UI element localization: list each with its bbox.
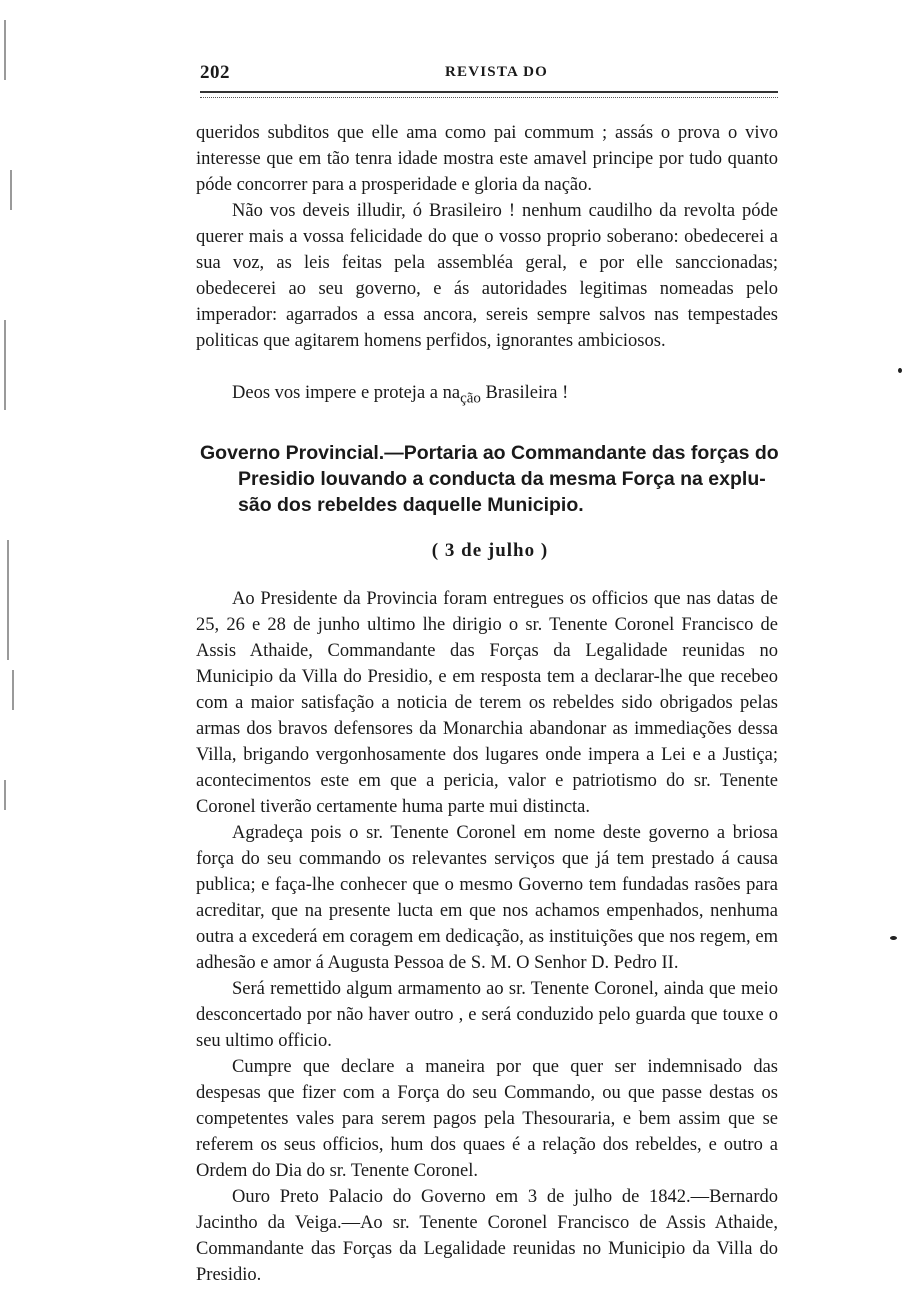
page-number: 202 [200, 62, 230, 83]
heading-line-3: são dos rebeldes daquelle Municipio. [238, 494, 584, 516]
body-paragraph-2: Agradeça pois o sr. Tenente Coronel em nome deste governo a briosa força do seu commando os relevantes serviços que já tem prestado á causa publica; e faça-lhe conhecer que o mesmo Governo tem fundadas rasões para acreditar, que na presente lucta em que nos achamos empenhados, nenhuma outra a excederá em coragem em dedicação, as instituições que nos regem, em adhesão e amor á Augusta Pessoa de S. M. O Senhor D. Pedro II. [196, 823, 778, 973]
closing-prefix: Deos vos impere e proteja a na [232, 383, 461, 403]
closing-suffix: Brasileira ! [480, 383, 569, 403]
body-paragraph-4: Cumpre que declare a maneira por que quer ser indemnisado das despesas que fizer com a Força do seu Commando, ou que passe destas os competentes vales para serem pagos pela Thesouraria, e bem assim que se referem os seus officios, hum dos quaes é a relação dos rebeldes, e outro a Ordem do Dia do sr. Tenente Coronel. [196, 1057, 778, 1181]
body-paragraph-1: Ao Presidente da Provincia foram entregues os officios que nas datas de 25, 26 e 28 de junho ultimo lhe dirigio o sr. Tenente Coronel Francisco de Assis Athaide, Commandante das Forças da Legalidade reunidas no Municipio da Villa do Presidio, e em resposta tem a declarar-lhe que recebeo com a maior satisfação a noticia de terem os rebeldes sido obrigados pelas armas dos bravos defensores da Monarchia abandonar as immediações dessa Villa, brigando vergonhosamente dos lugares onde impera a Lei e a Justiça; acontecimentos este em que a pericia, valor e patriotismo do sr. Tenente Coronel tiverão certamente huma parte mui distincta. [196, 589, 778, 817]
intro-paragraph-2: Não vos deveis illudir, ó Brasileiro ! nenhum caudilho da revolta póde querer mais a vossa felicidade do que o vosso proprio soberano: obedecerei a sua voz, as leis feitas pela assembléa geral, e por elle sanccionadas; obedecerei ao seu governo, e ás autoridades legitimas nomeadas pelo imperador: agarrados a essa ancora, sereis sempre salvos nas tempestades politicas que agitarem homens perfidos, ignorantes ambiciosos. [196, 201, 778, 351]
ink-speck [890, 936, 897, 940]
closing-sub: ção [460, 390, 481, 407]
running-head: REVISTA DO [445, 64, 548, 80]
ink-speck [898, 368, 902, 373]
closing-line [196, 380, 778, 412]
header-rule [200, 91, 778, 98]
intro-paragraph-1: queridos subditos que elle ama como pai commum ; assás o prova o vivo interesse que em tão tenra idade mostra este amavel principe por tudo quanto póde concorrer para a prosperidade e gloria da nação. [196, 123, 778, 195]
heading-line-2: Presidio louvando a conducta da mesma Força na explu- [238, 468, 766, 490]
body-paragraph-5: Ouro Preto Palacio do Governo em 3 de julho de 1842.—Bernardo Jacintho da Veiga.—Ao sr. Tenente Coronel Francisco de Assis Athaide, Commandante das Forças da Legalidade reunidas no Municipio da Villa do Presidio. [196, 1187, 778, 1285]
intro-closing [196, 380, 778, 412]
body-paragraph-3: Será remettido algum armamento ao sr. Tenente Coronel, ainda que meio desconcertado por não haver outro , e será conduzido pelo guarda que touxe o seu ultimo officio. [196, 979, 778, 1051]
body-text [196, 586, 778, 1288]
intro-text [196, 120, 778, 354]
page-header [200, 58, 780, 88]
heading-line-1: Governo Provincial.—Portaria ao Commandante das forças do [200, 442, 779, 464]
scan-margin-marks [4, 20, 30, 820]
section-heading [200, 440, 780, 518]
section-date: ( 3 de julho ) [431, 540, 549, 561]
